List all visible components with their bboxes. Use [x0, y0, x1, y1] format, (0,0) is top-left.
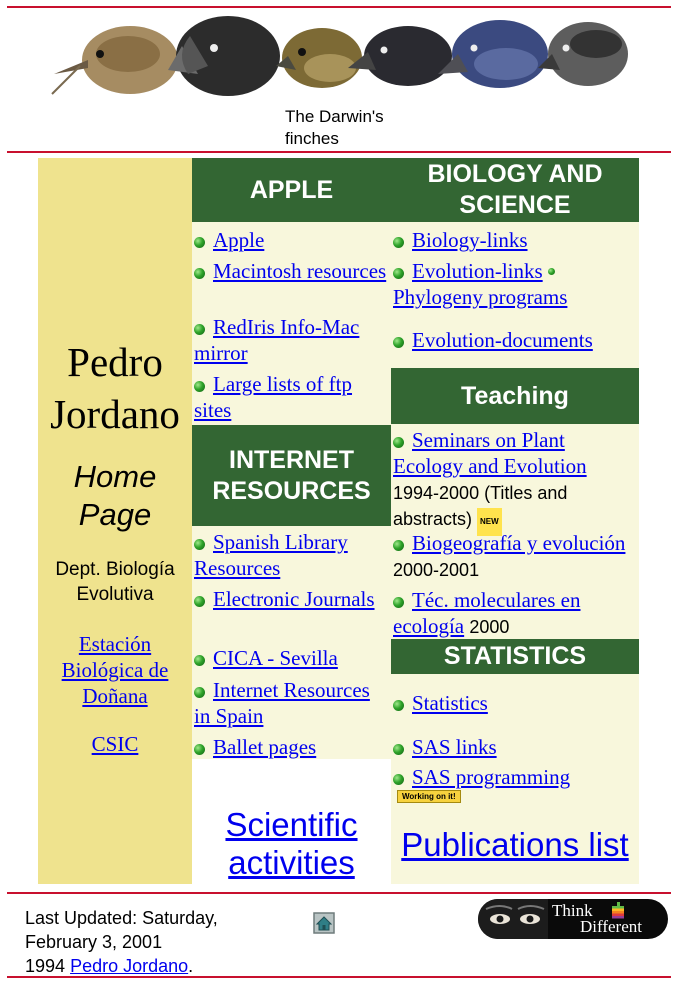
rediris-infomac-link[interactable]: RedIris Info-Mac mirror	[194, 315, 360, 365]
green-bullet-icon	[194, 381, 205, 392]
csic-link[interactable]: CSIC	[91, 732, 139, 756]
think-different-text	[552, 903, 642, 935]
green-bullet-icon	[393, 540, 404, 551]
tec-moleculares-year: 2000	[469, 617, 510, 637]
finch-5-icon	[438, 20, 548, 88]
list-item	[194, 258, 389, 284]
seminars-link[interactable]: Seminars on Plant Ecology and Evolution	[393, 428, 587, 478]
scientific-activities-wrap	[192, 806, 391, 882]
apple-link[interactable]: Apple	[213, 228, 265, 252]
biology-heading: BIOLOGY AND SCIENCE	[391, 158, 639, 222]
list-item	[194, 529, 389, 581]
green-bullet-icon	[194, 687, 205, 698]
green-bullet-icon	[393, 337, 404, 348]
internet-heading: INTERNET RESOURCES	[192, 425, 391, 526]
csic-link-wrap	[38, 731, 192, 757]
top-rule	[7, 6, 671, 8]
list-item	[393, 258, 637, 310]
list-item	[194, 586, 389, 612]
list-item	[194, 314, 389, 366]
finch-2-icon	[168, 16, 280, 96]
green-bullet-icon	[194, 539, 205, 550]
think-word: Think	[552, 901, 593, 920]
list-item	[194, 734, 389, 760]
green-bullet-icon	[393, 700, 404, 711]
publications-list-link[interactable]: Publications list	[401, 826, 629, 863]
page-owner-name: Pedro Jordano	[50, 339, 180, 437]
list-item	[393, 530, 637, 582]
teaching-heading: Teaching	[391, 368, 639, 424]
list-item	[194, 645, 389, 671]
green-bullet-icon	[393, 744, 404, 755]
think-different-banner	[478, 899, 668, 939]
finch-1-icon	[52, 26, 178, 94]
statistics-link[interactable]: Statistics	[412, 691, 488, 715]
finch-3-icon	[276, 28, 362, 88]
list-item	[393, 690, 637, 716]
tec-moleculares-link[interactable]: Téc. moleculares en ecología	[393, 588, 581, 638]
page-subtitle: Home Page	[73, 459, 157, 532]
last-updated-day: Last Updated: Saturday,	[25, 908, 218, 928]
list-item	[393, 427, 637, 536]
macintosh-resources-link[interactable]: Macintosh resources	[213, 259, 387, 283]
evolution-links-link[interactable]: Evolution-links	[412, 259, 543, 283]
sas-links-link[interactable]: SAS links	[412, 735, 497, 759]
darwin-finches-image	[50, 14, 630, 106]
electronic-journals-link[interactable]: Electronic Journals	[213, 587, 375, 611]
green-bullet-icon	[194, 324, 205, 335]
bottom-rule	[7, 976, 671, 978]
green-bullet-icon	[393, 774, 404, 785]
footer-period: .	[188, 956, 194, 976]
author-link[interactable]: Pedro Jordano	[70, 956, 189, 976]
list-item	[393, 327, 637, 353]
green-bullet-icon	[393, 437, 404, 448]
green-bullet-icon	[393, 597, 404, 608]
working-on-it-badge: Working on it!	[397, 790, 461, 803]
sas-programming-link[interactable]: SAS programming	[412, 765, 571, 789]
footer-rule	[7, 892, 671, 894]
seminars-years: 1994-2000 (Titles and abstracts)	[393, 483, 568, 529]
finch-6-icon	[538, 22, 628, 86]
green-bullet-icon	[393, 237, 404, 248]
list-item	[393, 587, 637, 639]
ftp-lists-link[interactable]: Large lists of ftp sites	[194, 372, 353, 422]
evolution-documents-link[interactable]: Evolution-documents	[412, 328, 593, 352]
list-item	[393, 227, 637, 253]
list-item	[194, 371, 389, 423]
biogeografia-years: 2000-2001	[393, 560, 480, 580]
list-item	[194, 677, 389, 729]
green-bullet-icon	[548, 268, 555, 275]
apple-heading: APPLE	[192, 158, 391, 222]
green-bullet-icon	[194, 596, 205, 607]
spanish-library-link[interactable]: Spanish Library Resources	[194, 530, 348, 580]
home-icon[interactable]	[313, 912, 335, 934]
last-updated	[25, 906, 295, 978]
copyright-year: 1994	[25, 956, 66, 976]
header-rule	[7, 151, 671, 153]
scientific-activities-link[interactable]: Scientific activities	[225, 806, 358, 881]
green-bullet-icon	[194, 744, 205, 755]
last-updated-date: February 3, 2001	[25, 932, 163, 952]
statistics-heading: STATISTICS	[391, 639, 639, 674]
ballet-pages-link[interactable]: Ballet pages	[213, 735, 317, 759]
finch-4-icon	[348, 26, 452, 86]
face-icon	[478, 899, 548, 939]
cica-sevilla-link[interactable]: CICA - Sevilla	[213, 646, 338, 670]
estacion-biologica-link-wrap	[38, 631, 192, 709]
green-bullet-icon	[393, 268, 404, 279]
finches-caption: The Darwin's finches	[285, 107, 384, 148]
department-label: Dept. Biología Evolutiva	[55, 559, 175, 605]
internet-spain-link[interactable]: Internet Resources in Spain	[194, 678, 370, 728]
list-item	[393, 734, 637, 760]
publications-list-wrap	[391, 826, 639, 864]
estacion-biologica-link[interactable]: Estación Biológica de Doñana	[61, 632, 169, 708]
green-bullet-icon	[194, 655, 205, 666]
green-bullet-icon	[194, 268, 205, 279]
new-badge: NEW	[477, 508, 502, 536]
different-word: Different	[580, 917, 642, 936]
green-bullet-icon	[194, 237, 205, 248]
phylogeny-programs-link[interactable]: Phylogeny programs	[393, 285, 568, 309]
list-item	[194, 227, 389, 253]
biology-links-link[interactable]: Biology-links	[412, 228, 528, 252]
biogeografia-link[interactable]: Biogeografía y evolución	[412, 531, 626, 555]
list-item	[393, 764, 637, 790]
